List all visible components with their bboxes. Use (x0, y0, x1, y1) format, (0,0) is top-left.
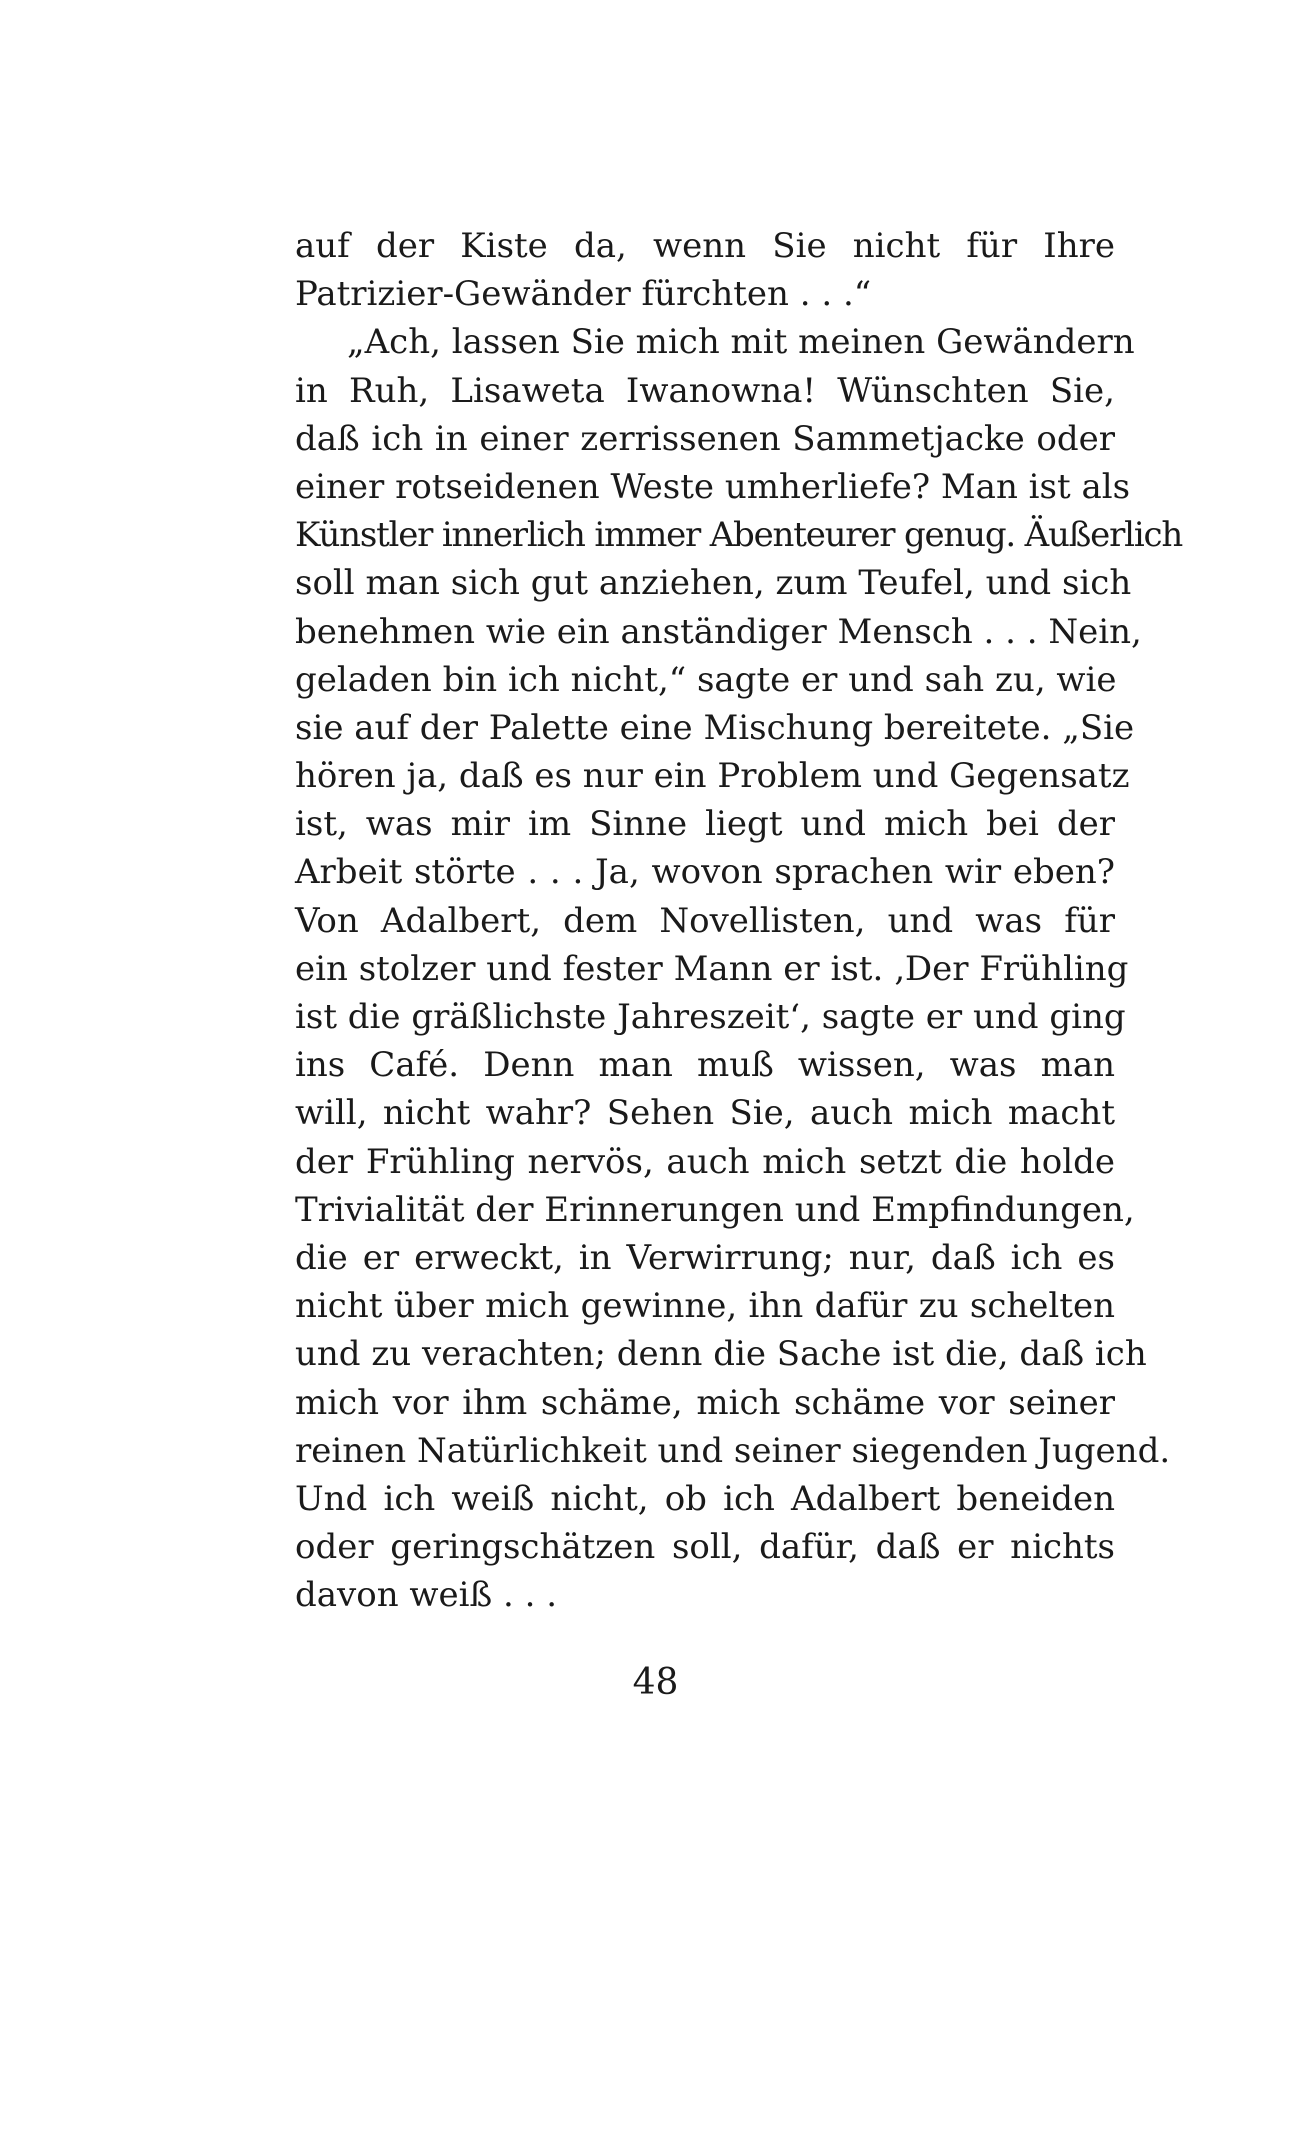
text-line: benehmen wie ein anständiger Mensch . . . Nein, (295, 611, 1142, 652)
text-line: Arbeit störte . . . Ja, wovon sprachen wir eben? (295, 852, 1115, 893)
text-line: auf der Kiste da, wenn Sie nicht für Ihre (295, 226, 1115, 266)
text-line: und zu verachten; denn die Sache ist die, daß ich (295, 1334, 1147, 1375)
text-line: davon weiß . . . (295, 1575, 558, 1616)
text-line: Und ich weiß nicht, ob ich Adalbert beneiden (295, 1478, 1115, 1519)
text-line: Von Adalbert, dem Novellisten, und was für (295, 900, 1115, 941)
text-line: daß ich in einer zerrissenen Sammetjacke oder (295, 418, 1115, 459)
text-line: oder geringschätzen soll, dafür, daß er nichts (295, 1527, 1115, 1568)
text-line: ist, was mir im Sinne liegt und mich bei der (295, 804, 1115, 845)
text-line: reinen Natürlichkeit und seiner siegenden Jugend. (295, 1430, 1171, 1471)
text-line: Patrizier-Gewänder fürchten . . .“ (295, 274, 872, 315)
text-line: nicht über mich gewinne, ihn dafür zu schelten (295, 1286, 1115, 1327)
text-line: mich vor ihm schäme, mich schäme vor seiner (295, 1382, 1115, 1423)
text-line: ist die gräßlichste Jahreszeit‘, sagte er und ging (295, 997, 1126, 1037)
text-line: ins Café. Denn man muß wissen, was man (295, 1045, 1115, 1086)
text-line: die er erweckt, in Verwirrung; nur, daß ich es (295, 1237, 1115, 1278)
text-line: geladen bin ich nicht,“ sagte er und sah zu, wie (295, 659, 1117, 700)
text-line: einer rotseidenen Weste umherliefe? Man ist als (295, 466, 1131, 507)
text-line: sie auf der Palette eine Mischung bereitete. „Sie (295, 707, 1135, 748)
text-line: will, nicht wahr? Sehen Sie, auch mich macht (295, 1093, 1115, 1134)
body-text (295, 222, 1183, 1619)
text-line: Künstler innerlich immer Abenteurer genug. Äußerlich (295, 515, 1183, 556)
text-line: „Ach, lassen Sie mich mit meinen Gewändern (347, 322, 1135, 363)
text-line: soll man sich gut anziehen, zum Teufel, und sich (295, 563, 1132, 604)
text-line: ein stolzer und fester Mann er ist. ‚Der Frühling (295, 948, 1129, 989)
page-number: 48 (632, 1662, 679, 1703)
text-line: in Ruh, Lisaweta Iwanowna! Wünschten Sie, (295, 370, 1115, 411)
text-line: Trivialität der Erinnerungen und Empfindungen, (295, 1189, 1135, 1230)
text-line: der Frühling nervös, auch mich setzt die holde (295, 1141, 1115, 1182)
text-line: hören ja, daß es nur ein Problem und Gegensatz (295, 756, 1130, 797)
